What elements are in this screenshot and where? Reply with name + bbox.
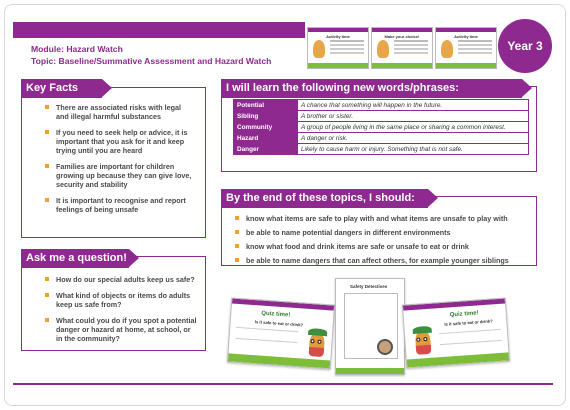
outcomes-heading: By the end of these topics, I should: xyxy=(221,189,428,208)
character-icon xyxy=(377,40,389,58)
slide-title: Quiz time! xyxy=(261,310,291,319)
list-item: be able to name potential dangers in different environments xyxy=(235,228,533,237)
questions-heading: Ask me a question! xyxy=(21,249,129,268)
slide-preview-right xyxy=(402,297,510,368)
title-bar xyxy=(13,22,305,38)
thumbnail-slide-1 xyxy=(307,27,369,69)
grass-strip xyxy=(308,63,368,68)
vocabulary-table xyxy=(233,99,529,155)
table-row xyxy=(234,100,529,111)
slide-text-lines xyxy=(439,329,502,345)
outcomes-list xyxy=(235,214,533,270)
list-item: If you need to seek help or advice, it is important that you ask for it and keep trying until you are heard xyxy=(45,128,195,155)
key-facts-heading: Key Facts xyxy=(21,79,102,98)
vocab-definition: A group of people living in the same place or sharing a common interest. xyxy=(298,122,529,133)
slide-title: Safety Detectives xyxy=(350,284,388,289)
thumbnail-bar xyxy=(436,28,496,32)
vocab-word: Hazard xyxy=(234,133,298,144)
thumbnail-bar xyxy=(308,28,368,32)
table-row xyxy=(234,122,529,133)
module-title: Module: Hazard Watch xyxy=(31,44,123,54)
table-row xyxy=(234,111,529,122)
grass-strip xyxy=(372,63,432,68)
list-item: How do our special adults keep us safe? xyxy=(45,275,197,284)
vocabulary-heading: I will learn the following new words/phrases: xyxy=(221,79,522,98)
list-item: be able to name dangers that can affect others, for example younger siblings xyxy=(235,256,533,265)
list-item: know what items are safe to play with and what items are unsafe to play with xyxy=(235,214,533,223)
character-icon xyxy=(308,332,325,357)
slide-preview-center xyxy=(335,278,405,375)
thumbnail-slide-3 xyxy=(435,27,497,69)
vocab-definition: A chance that something will happen in the future. xyxy=(298,100,529,111)
character-icon xyxy=(415,330,432,355)
slide-title: Quiz time! xyxy=(449,310,479,319)
thumbnail-title: Activity time xyxy=(454,34,478,39)
slide-text-lines xyxy=(236,327,299,343)
thumbnail-bar xyxy=(372,28,432,32)
character-icon xyxy=(441,40,453,58)
vocab-definition: A brother or sister. xyxy=(298,111,529,122)
year-badge: Year 3 xyxy=(498,19,552,73)
list-item: What could you do if you spot a potential danger or hazard at home, at school, or in the community? xyxy=(45,316,197,343)
text-lines xyxy=(394,40,428,42)
list-item: It is important to recognise and report feelings of being unsafe xyxy=(45,196,195,214)
table-row xyxy=(234,133,529,144)
slide-preview-left xyxy=(227,297,335,369)
magnifier-icon xyxy=(377,339,393,355)
vocab-word: Community xyxy=(234,122,298,133)
text-lines xyxy=(330,40,364,42)
grass-strip xyxy=(436,63,496,68)
text-lines xyxy=(458,40,492,42)
grass-strip xyxy=(336,368,404,374)
topic-title: Topic: Baseline/Summative Assessment and Hazard Watch xyxy=(31,56,272,66)
questions-list xyxy=(45,275,197,350)
table-row xyxy=(234,144,529,155)
thumbnail-slide-2 xyxy=(371,27,433,69)
key-facts-list xyxy=(45,103,195,221)
vocab-word: Danger xyxy=(234,144,298,155)
character-icon xyxy=(313,40,325,58)
list-item: Families are important for children growing up because they can give love, security and stability xyxy=(45,162,195,189)
list-item: What kind of objects or items do adults keep us safe from? xyxy=(45,291,197,309)
thumbnail-title: Make your choice! xyxy=(384,34,420,39)
vocab-word: Sibling xyxy=(234,111,298,122)
slide-subtitle: Is it safe to eat or drink? xyxy=(444,318,493,327)
vocab-definition: Likely to cause harm or injury. Something that is not safe. xyxy=(298,144,529,155)
list-item: There are associated risks with legal and illegal harmful substances xyxy=(45,103,195,121)
list-item: know what food and drink items are safe or unsafe to eat or drink xyxy=(235,242,533,251)
slide-subtitle: Is it safe to eat or drink? xyxy=(254,319,304,328)
bottom-divider xyxy=(13,383,553,385)
thumbnail-title: Activity time xyxy=(326,34,350,39)
vocab-word: Potential xyxy=(234,100,298,111)
vocab-definition: A danger or risk. xyxy=(298,133,529,144)
